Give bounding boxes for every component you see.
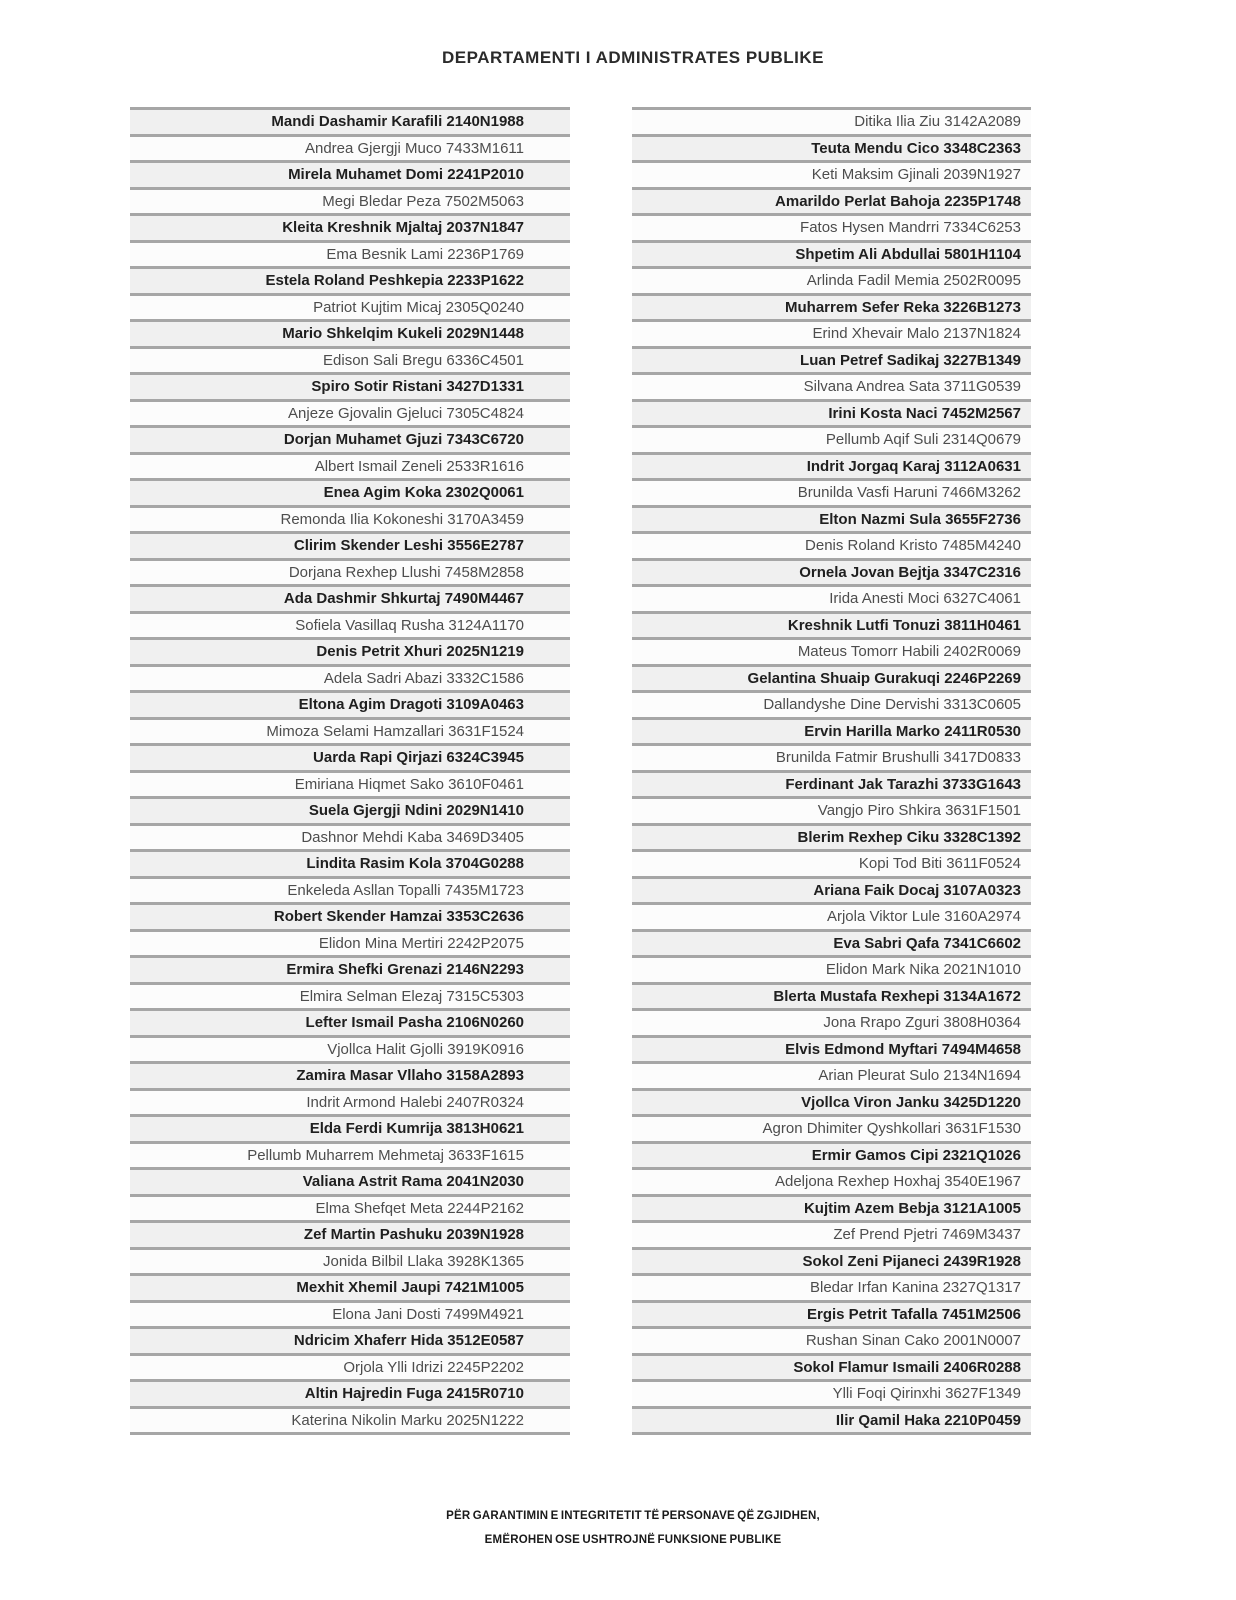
list-item: Valiana Astrit Rama 2041N2030 [130, 1167, 570, 1194]
list-item: Lefter Ismail Pasha 2106N0260 [130, 1008, 570, 1035]
list-item: Spiro Sotir Ristani 3427D1331 [130, 372, 570, 399]
list-item: Zef Martin Pashuku 2039N1928 [130, 1220, 570, 1247]
list-item: Ferdinant Jak Tarazhi 3733G1643 [632, 770, 1031, 797]
list-item: Patriot Kujtim Micaj 2305Q0240 [130, 293, 570, 320]
list-item: Eva Sabri Qafa 7341C6602 [632, 929, 1031, 956]
footer-line-2: EMËROHEN OSE USHTROJNË FUNKSIONE PUBLIKE [484, 1534, 782, 1547]
list-item: Indrit Armond Halebi 2407R0324 [130, 1088, 570, 1115]
right-column [632, 107, 1031, 1435]
list-item: Jonida Bilbil Llaka 3928K1365 [130, 1247, 570, 1274]
list-item: Silvana Andrea Sata 3711G0539 [632, 372, 1031, 399]
list-item: Altin Hajredin Fuga 2415R0710 [130, 1379, 570, 1406]
list-item: Zef Prend Pjetri 7469M3437 [632, 1220, 1031, 1247]
list-item: Emiriana Hiqmet Sako 3610F0461 [130, 770, 570, 797]
list-item: Lindita Rasim Kola 3704G0288 [130, 849, 570, 876]
list-item: Adeljona Rexhep Hoxhaj 3540E1967 [632, 1167, 1031, 1194]
list-item: Jona Rrapo Zguri 3808H0364 [632, 1008, 1031, 1035]
list-item: Rushan Sinan Cako 2001N0007 [632, 1326, 1031, 1353]
list-item: Estela Roland Peshkepia 2233P1622 [130, 266, 570, 293]
list-item: Irida Anesti Moci 6327C4061 [632, 584, 1031, 611]
footer [30, 1504, 1236, 1552]
list-item: Denis Petrit Xhuri 2025N1219 [130, 637, 570, 664]
list-item: Keti Maksim Gjinali 2039N1927 [632, 160, 1031, 187]
list-item: Elidon Mark Nika 2021N1010 [632, 955, 1031, 982]
list-item: Elton Nazmi Sula 3655F2736 [632, 505, 1031, 532]
list-item: Teuta Mendu Cico 3348C2363 [632, 134, 1031, 161]
list-item: Sokol Zeni Pijaneci 2439R1928 [632, 1247, 1031, 1274]
list-item: Brunilda Fatmir Brushulli 3417D0833 [632, 743, 1031, 770]
list-item: Kopi Tod Biti 3611F0524 [632, 849, 1031, 876]
list-item: Elma Shefqet Meta 2244P2162 [130, 1194, 570, 1221]
list-item: Vjollca Viron Janku 3425D1220 [632, 1088, 1031, 1115]
list-item: Ylli Foqi Qirinxhi 3627F1349 [632, 1379, 1031, 1406]
list-item: Elidon Mina Mertiri 2242P2075 [130, 929, 570, 956]
list-item: Mateus Tomorr Habili 2402R0069 [632, 637, 1031, 664]
list-item: Kleita Kreshnik Mjaltaj 2037N1847 [130, 213, 570, 240]
list-item: Ergis Petrit Tafalla 7451M2506 [632, 1300, 1031, 1327]
list-item: Blerim Rexhep Ciku 3328C1392 [632, 823, 1031, 850]
list-item: Pellumb Aqif Suli 2314Q0679 [632, 425, 1031, 452]
list-item: Arjola Viktor Lule 3160A2974 [632, 902, 1031, 929]
list-item: Luan Petref Sadikaj 3227B1349 [632, 346, 1031, 373]
list-item: Ermir Gamos Cipi 2321Q1026 [632, 1141, 1031, 1168]
list-item: Elda Ferdi Kumrija 3813H0621 [130, 1114, 570, 1141]
list-item: Elvis Edmond Myftari 7494M4658 [632, 1035, 1031, 1062]
list-item: Enea Agim Koka 2302Q0061 [130, 478, 570, 505]
list-item: Ndricim Xhaferr Hida 3512E0587 [130, 1326, 570, 1353]
list-item: Elmira Selman Elezaj 7315C5303 [130, 982, 570, 1009]
list-item: Shpetim Ali Abdullai 5801H1104 [632, 240, 1031, 267]
list-item: Clirim Skender Leshi 3556E2787 [130, 531, 570, 558]
list-item: Adela Sadri Abazi 3332C1586 [130, 664, 570, 691]
list-item: Vjollca Halit Gjolli 3919K0916 [130, 1035, 570, 1062]
list-item: Suela Gjergji Ndini 2029N1410 [130, 796, 570, 823]
list-item: Ada Dashmir Shkurtaj 7490M4467 [130, 584, 570, 611]
list-item: Ditika Ilia Ziu 3142A2089 [632, 107, 1031, 134]
list-item: Katerina Nikolin Marku 2025N1222 [130, 1406, 570, 1433]
list-item: Dallandyshe Dine Dervishi 3313C0605 [632, 690, 1031, 717]
list-item: Arlinda Fadil Memia 2502R0095 [632, 266, 1031, 293]
footer-line-1: PËR GARANTIMIN E INTEGRITETIT TË PERSONAVE QË ZGJIDHEN, [446, 1510, 820, 1522]
list-item: Ariana Faik Docaj 3107A0323 [632, 876, 1031, 903]
list-item: Arian Pleurat Sulo 2134N1694 [632, 1061, 1031, 1088]
list-item: Orjola Ylli Idrizi 2245P2202 [130, 1353, 570, 1380]
list-item: Irini Kosta Naci 7452M2567 [632, 399, 1031, 426]
list-item: Dorjana Rexhep Llushi 7458M2858 [130, 558, 570, 585]
page-title: DEPARTAMENTI I ADMINISTRATES PUBLIKE [442, 48, 824, 67]
list-item: Denis Roland Kristo 7485M4240 [632, 531, 1031, 558]
list-item: Kreshnik Lutfi Tonuzi 3811H0461 [632, 611, 1031, 638]
left-column [130, 107, 570, 1435]
list-item: Megi Bledar Peza 7502M5063 [130, 187, 570, 214]
list-item: Zamira Masar Vllaho 3158A2893 [130, 1061, 570, 1088]
list-item: Muharrem Sefer Reka 3226B1273 [632, 293, 1031, 320]
list-item: Gelantina Shuaip Gurakuqi 2246P2269 [632, 664, 1031, 691]
list-item: Blerta Mustafa Rexhepi 3134A1672 [632, 982, 1031, 1009]
list-item: Ervin Harilla Marko 2411R0530 [632, 717, 1031, 744]
list-item: Mandi Dashamir Karafili 2140N1988 [130, 107, 570, 134]
list-item: Indrit Jorgaq Karaj 3112A0631 [632, 452, 1031, 479]
list-item: Andrea Gjergji Muco 7433M1611 [130, 134, 570, 161]
list-item: Mimoza Selami Hamzallari 3631F1524 [130, 717, 570, 744]
list-item: Elona Jani Dosti 7499M4921 [130, 1300, 570, 1327]
list-item: Ilir Qamil Haka 2210P0459 [632, 1406, 1031, 1433]
list-item: Fatos Hysen Mandrri 7334C6253 [632, 213, 1031, 240]
list-item: Erind Xhevair Malo 2137N1824 [632, 319, 1031, 346]
list-item: Kujtim Azem Bebja 3121A1005 [632, 1194, 1031, 1221]
list-item: Albert Ismail Zeneli 2533R1616 [130, 452, 570, 479]
list-item: Bledar Irfan Kanina 2327Q1317 [632, 1273, 1031, 1300]
list-item: Edison Sali Bregu 6336C4501 [130, 346, 570, 373]
list-item: Mario Shkelqim Kukeli 2029N1448 [130, 319, 570, 346]
list-item: Agron Dhimiter Qyshkollari 3631F1530 [632, 1114, 1031, 1141]
list-item: Sokol Flamur Ismaili 2406R0288 [632, 1353, 1031, 1380]
list-item: Ermira Shefki Grenazi 2146N2293 [130, 955, 570, 982]
list-item: Enkeleda Asllan Topalli 7435M1723 [130, 876, 570, 903]
list-item: Eltona Agim Dragoti 3109A0463 [130, 690, 570, 717]
name-list [130, 107, 1031, 1435]
list-item: Robert Skender Hamzai 3353C2636 [130, 902, 570, 929]
list-item: Brunilda Vasfi Haruni 7466M3262 [632, 478, 1031, 505]
list-item: Pellumb Muharrem Mehmetaj 3633F1615 [130, 1141, 570, 1168]
list-item: Anjeze Gjovalin Gjeluci 7305C4824 [130, 399, 570, 426]
list-item: Amarildo Perlat Bahoja 2235P1748 [632, 187, 1031, 214]
list-item: Uarda Rapi Qirjazi 6324C3945 [130, 743, 570, 770]
list-item: Remonda Ilia Kokoneshi 3170A3459 [130, 505, 570, 532]
list-item: Dashnor Mehdi Kaba 3469D3405 [130, 823, 570, 850]
list-item: Dorjan Muhamet Gjuzi 7343C6720 [130, 425, 570, 452]
list-item: Ema Besnik Lami 2236P1769 [130, 240, 570, 267]
list-item: Mirela Muhamet Domi 2241P2010 [130, 160, 570, 187]
list-item: Vangjo Piro Shkira 3631F1501 [632, 796, 1031, 823]
list-item: Mexhit Xhemil Jaupi 7421M1005 [130, 1273, 570, 1300]
list-item: Sofiela Vasillaq Rusha 3124A1170 [130, 611, 570, 638]
list-item: Ornela Jovan Bejtja 3347C2316 [632, 558, 1031, 585]
